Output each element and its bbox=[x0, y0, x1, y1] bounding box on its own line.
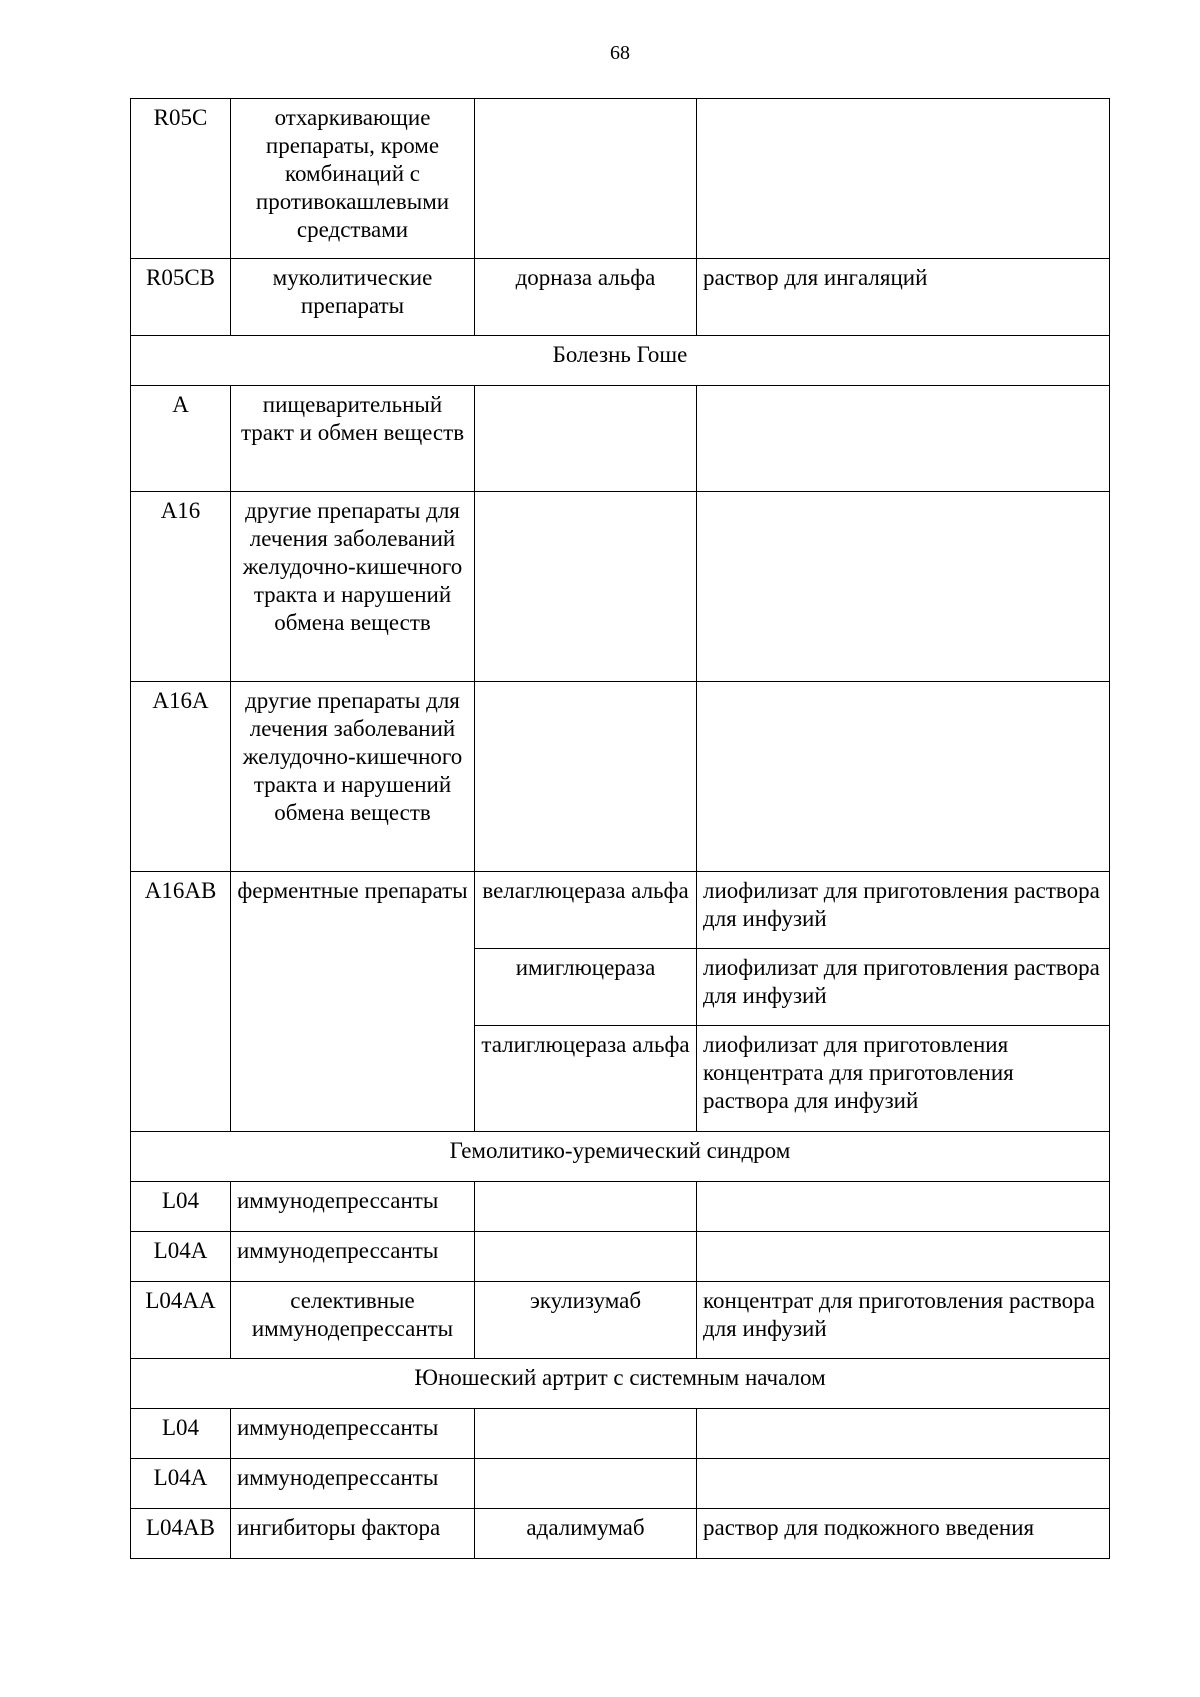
drug-cell: экулизумаб bbox=[475, 1282, 697, 1359]
form-cell: лиофилизат для приготовления концентрата для приготовления раствора для инфузий bbox=[697, 1026, 1110, 1132]
section-title: Гемолитико-уремический синдром bbox=[131, 1132, 1110, 1182]
group-cell: иммунодепрессанты bbox=[231, 1459, 475, 1509]
form-cell: лиофилизат для приготовления раствора для инфузий bbox=[697, 872, 1110, 949]
atc-code-cell: A bbox=[131, 386, 231, 492]
section-header-row bbox=[131, 1359, 1110, 1409]
form-cell: концентрат для приготовления раствора для инфузий bbox=[697, 1282, 1110, 1359]
drug-cell: дорназа альфа bbox=[475, 259, 697, 336]
atc-code-cell: A16A bbox=[131, 682, 231, 872]
section-header-row bbox=[131, 336, 1110, 386]
form-cell bbox=[697, 1459, 1110, 1509]
drug-cell bbox=[475, 1409, 697, 1459]
table-row bbox=[131, 99, 1110, 259]
form-cell bbox=[697, 99, 1110, 259]
group-cell: ингибиторы фактора bbox=[231, 1509, 475, 1559]
page-number: 68 bbox=[610, 42, 630, 64]
table-row bbox=[131, 872, 1110, 949]
table-row bbox=[131, 1232, 1110, 1282]
section-title: Юношеский артрит с системным началом bbox=[131, 1359, 1110, 1409]
atc-code-cell: A16AB bbox=[131, 872, 231, 1132]
group-cell: другие препараты для лечения заболеваний желудочно-кишечного тракта и нарушений обмена веществ bbox=[231, 682, 475, 872]
form-cell bbox=[697, 1232, 1110, 1282]
drug-cell bbox=[475, 682, 697, 872]
atc-code-cell: L04AA bbox=[131, 1282, 231, 1359]
atc-code-cell: R05CB bbox=[131, 259, 231, 336]
atc-code-cell: R05C bbox=[131, 99, 231, 259]
drug-cell bbox=[475, 99, 697, 259]
table-row bbox=[131, 682, 1110, 872]
drug-cell bbox=[475, 492, 697, 682]
drug-cell: адалимумаб bbox=[475, 1509, 697, 1559]
form-cell bbox=[697, 1409, 1110, 1459]
atc-code-cell: L04 bbox=[131, 1409, 231, 1459]
atc-code-cell: A16 bbox=[131, 492, 231, 682]
drug-cell: имиглюцераза bbox=[475, 949, 697, 1026]
group-cell: иммунодепрессанты bbox=[231, 1182, 475, 1232]
section-header-row bbox=[131, 1132, 1110, 1182]
table-row bbox=[131, 259, 1110, 336]
atc-code-cell: L04A bbox=[131, 1232, 231, 1282]
form-cell bbox=[697, 492, 1110, 682]
table-row bbox=[131, 386, 1110, 492]
form-cell: раствор для ингаляций bbox=[697, 259, 1110, 336]
table-row bbox=[131, 1409, 1110, 1459]
group-cell: пищеварительный тракт и обмен веществ bbox=[231, 386, 475, 492]
atc-code-cell: L04 bbox=[131, 1182, 231, 1232]
table-row bbox=[131, 1182, 1110, 1232]
atc-code-cell: L04A bbox=[131, 1459, 231, 1509]
drug-cell: талиглюцераза альфа bbox=[475, 1026, 697, 1132]
atc-code-cell: L04AB bbox=[131, 1509, 231, 1559]
drug-cell bbox=[475, 1232, 697, 1282]
form-cell: раствор для подкожного введения bbox=[697, 1509, 1110, 1559]
drug-cell bbox=[475, 1459, 697, 1509]
drug-table bbox=[130, 98, 1110, 1559]
group-cell: селективные иммунодепрессанты bbox=[231, 1282, 475, 1359]
group-cell: отхаркивающие препараты, кроме комбинаций с противокашлевыми средствами bbox=[231, 99, 475, 259]
drug-cell: велаглюцераза альфа bbox=[475, 872, 697, 949]
section-title: Болезнь Гоше bbox=[131, 336, 1110, 386]
table-row bbox=[131, 1509, 1110, 1559]
table-row bbox=[131, 492, 1110, 682]
group-cell: другие препараты для лечения заболеваний желудочно-кишечного тракта и нарушений обмена веществ bbox=[231, 492, 475, 682]
group-cell: муколитические препараты bbox=[231, 259, 475, 336]
table-row bbox=[131, 1459, 1110, 1509]
drug-cell bbox=[475, 1182, 697, 1232]
drug-cell bbox=[475, 386, 697, 492]
form-cell: лиофилизат для приготовления раствора для инфузий bbox=[697, 949, 1110, 1026]
group-cell: иммунодепрессанты bbox=[231, 1232, 475, 1282]
table-row bbox=[131, 1282, 1110, 1359]
group-cell: ферментные препараты bbox=[231, 872, 475, 1132]
form-cell bbox=[697, 386, 1110, 492]
form-cell bbox=[697, 1182, 1110, 1232]
group-cell: иммунодепрессанты bbox=[231, 1409, 475, 1459]
form-cell bbox=[697, 682, 1110, 872]
